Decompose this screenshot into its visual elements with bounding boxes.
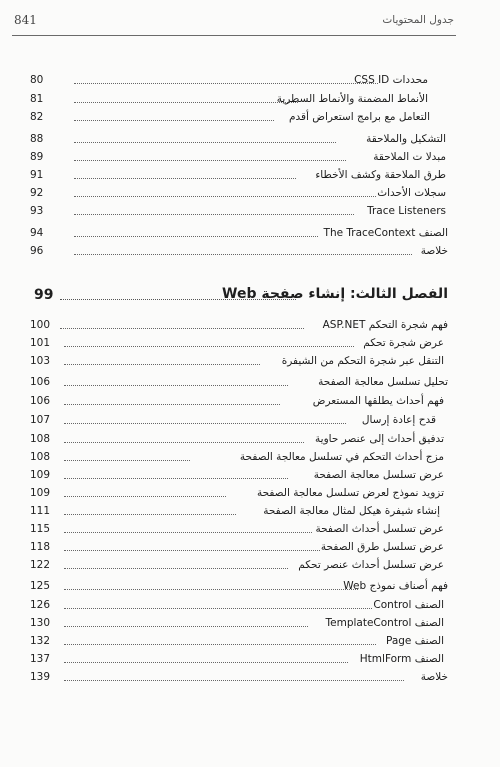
toc-title: فهم شجرة التحكم ASP.NET <box>322 319 448 331</box>
chapter-title: الفصل الثالث: إنشاء صفحة Web <box>222 286 448 302</box>
header-rule <box>12 35 456 36</box>
toc-title: التشكيل والملاحقة <box>366 133 446 145</box>
toc-page-number: 94 <box>30 227 44 239</box>
toc-title: تزويد نموذج لعرض تسلسل معالجة الصفحة <box>256 487 444 499</box>
toc-title: عرض شجرة تحكم <box>363 337 444 349</box>
toc-title: قدح إعادة إرسال <box>361 414 436 426</box>
toc-page-number: 109 <box>30 487 51 499</box>
toc-entry[interactable] <box>30 168 446 182</box>
toc-page-number: 103 <box>30 355 51 367</box>
running-title: جدول المحتويات <box>382 14 454 26</box>
toc-page-number: 122 <box>30 559 51 571</box>
toc-page-number: 91 <box>30 169 44 181</box>
toc-leader <box>60 318 304 329</box>
toc-page-number: 118 <box>30 541 51 553</box>
toc-entry[interactable] <box>30 318 448 332</box>
toc-leader <box>74 186 376 197</box>
toc-page-number: 111 <box>30 505 51 517</box>
toc-title: الأنماط المضمنة والأنماط السطرية <box>276 93 428 105</box>
toc-entry[interactable] <box>30 486 448 500</box>
toc-entry[interactable] <box>30 150 446 164</box>
toc-page-number: 108 <box>30 433 51 445</box>
toc-page-number: 108 <box>30 451 51 463</box>
toc-leader <box>64 540 320 551</box>
toc-entry[interactable] <box>30 354 448 368</box>
toc-page-number: 101 <box>30 337 51 349</box>
toc-title: الصنف Page <box>385 635 444 647</box>
toc-leader <box>74 150 346 161</box>
toc-entry[interactable] <box>30 92 428 106</box>
toc-title: عرض تسلسل طرق الصفحة <box>320 541 444 553</box>
toc-leader <box>64 634 376 645</box>
toc-page-number: 109 <box>30 469 51 481</box>
toc-page-number: 96 <box>30 245 44 257</box>
toc-title: خلاصة <box>420 671 448 683</box>
toc-entry[interactable] <box>30 522 448 536</box>
toc-leader <box>64 579 358 590</box>
toc-entry[interactable] <box>30 634 448 648</box>
toc-leader <box>64 522 312 533</box>
toc-leader <box>64 468 288 479</box>
toc-entry[interactable] <box>30 204 446 218</box>
toc-page-number: 106 <box>30 395 51 407</box>
toc-entry[interactable] <box>30 244 448 258</box>
toc-entry[interactable] <box>30 579 448 593</box>
toc-page-number: 81 <box>30 93 44 105</box>
toc-entry[interactable] <box>30 468 448 482</box>
toc-page-number: 82 <box>30 111 44 123</box>
toc-page-number: 80 <box>30 74 44 86</box>
toc-entry[interactable] <box>30 375 448 389</box>
toc-page-number: 92 <box>30 187 44 199</box>
toc-leader <box>64 616 308 627</box>
toc-title: سجلات الأحداث <box>377 187 446 199</box>
toc-leader <box>64 336 354 347</box>
toc-entry[interactable] <box>30 394 448 408</box>
toc-page-number: 93 <box>30 205 44 217</box>
toc-page-number: 137 <box>30 653 51 665</box>
toc-leader <box>74 73 378 84</box>
toc-entry[interactable] <box>30 504 448 518</box>
toc-title: عرض تسلسل أحداث عنصر تحكم <box>298 559 444 571</box>
toc-entry[interactable] <box>30 132 446 146</box>
toc-leader <box>64 354 260 365</box>
toc-page-number: 115 <box>30 523 51 535</box>
toc-entry[interactable] <box>30 226 448 240</box>
toc-leader <box>74 132 336 143</box>
toc-leader <box>64 375 288 386</box>
toc-title: مزج أحداث التحكم في تسلسل معالجة الصفحة <box>239 451 444 463</box>
toc-entry[interactable] <box>30 616 448 630</box>
chapter-heading[interactable] <box>30 286 448 306</box>
toc-entry[interactable] <box>30 652 448 666</box>
toc-entry[interactable] <box>30 336 448 350</box>
toc-leader <box>74 110 274 121</box>
toc-leader <box>64 432 304 443</box>
toc-page-number: 130 <box>30 617 51 629</box>
toc-title: فهم أحداث يطلقها المستعرض <box>312 395 444 407</box>
toc-page-number: 89 <box>30 151 44 163</box>
toc-leader <box>64 486 226 497</box>
toc-title: تحليل تسلسل معالجة الصفحة <box>318 376 448 388</box>
toc-leader <box>64 558 288 569</box>
toc-page-number: 139 <box>30 671 51 683</box>
toc-entry[interactable] <box>30 413 448 427</box>
toc-title: طرق الملاحقة وكشف الأخطاء <box>315 169 446 181</box>
toc-page-number: 126 <box>30 599 51 611</box>
toc-leader <box>64 413 346 424</box>
toc-title: الصنف The TraceContext <box>323 227 448 239</box>
toc-entry[interactable] <box>30 450 448 464</box>
toc-entry[interactable] <box>30 558 448 572</box>
toc-entry[interactable] <box>30 73 428 87</box>
toc-page-number: 100 <box>30 319 51 331</box>
toc-leader <box>64 450 190 461</box>
toc-title: عرض تسلسل أحداث الصفحة <box>315 523 444 535</box>
toc-title: Trace Listeners <box>367 205 446 217</box>
toc-leader <box>64 652 348 663</box>
toc-entry[interactable] <box>30 110 430 124</box>
toc-entry[interactable] <box>30 186 446 200</box>
toc-title: إنشاء شيفرة هيكل لمثال معالجة الصفحة <box>263 505 440 517</box>
toc-page-number: 132 <box>30 635 51 647</box>
toc-entry[interactable] <box>30 540 448 554</box>
toc-leader <box>64 504 236 515</box>
toc-page-number: 125 <box>30 580 51 592</box>
toc-page-number: 88 <box>30 133 44 145</box>
toc-title: فهم أصناف نموذج Web <box>343 580 448 592</box>
toc-entry[interactable] <box>30 432 448 446</box>
toc-leader <box>74 204 354 215</box>
page-number: 841 <box>14 13 37 27</box>
toc-title: الصنف Control <box>373 599 444 611</box>
toc-title: الصنف TemplateControl <box>325 617 444 629</box>
toc-leader <box>64 598 372 609</box>
toc-page-number: 106 <box>30 376 51 388</box>
toc-entry[interactable] <box>30 598 448 612</box>
toc-title: التنقل عبر شجرة التحكم من الشيفرة <box>281 355 444 367</box>
toc-leader <box>74 92 298 103</box>
toc-title: مبدلا ت الملاحقة <box>373 151 446 163</box>
toc-title: خلاصة <box>420 245 448 257</box>
toc-title: محددات CSS ID <box>354 74 428 86</box>
toc-title: عرض تسلسل معالجة الصفحة <box>313 469 444 481</box>
toc-leader <box>74 244 412 255</box>
toc-entry[interactable] <box>30 670 448 684</box>
toc-title: التعامل مع برامج استعراض أقدم <box>288 111 430 123</box>
toc-leader <box>64 394 280 405</box>
chapter-page-number: 99 <box>34 287 54 303</box>
toc-leader <box>74 226 318 237</box>
toc-title: الصنف HtmlForm <box>359 653 444 665</box>
toc-title: تدفيق أحداث إلى عنصر حاوية <box>315 433 444 445</box>
toc-page-number: 107 <box>30 414 51 426</box>
toc-leader <box>64 670 404 681</box>
toc-leader <box>74 168 296 179</box>
